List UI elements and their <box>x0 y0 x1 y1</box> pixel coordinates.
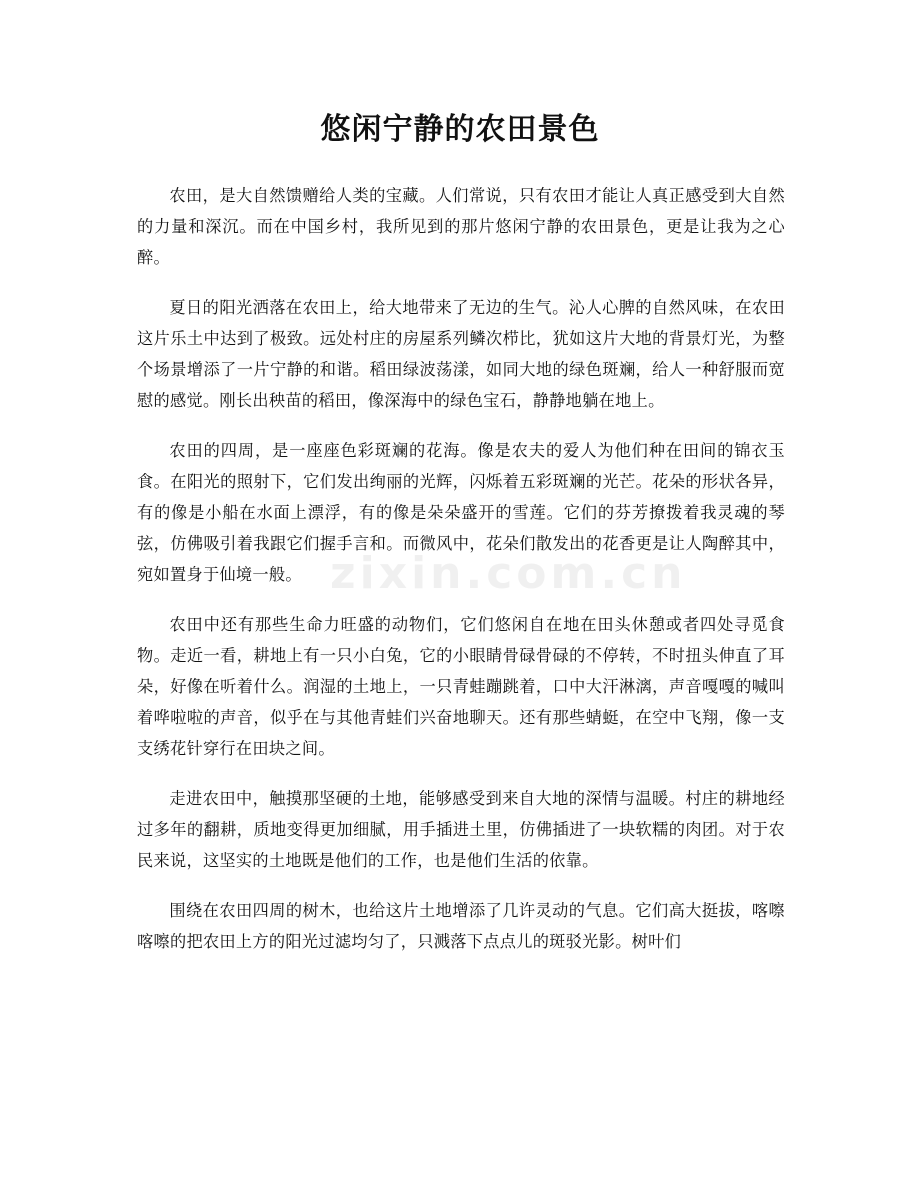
paragraph-6: 围绕在农田四周的树木，也给这片土地增添了几许灵动的气息。它们高大挺拔，喀嚓喀嚓的把农田上方的阳光过滤均匀了，只溅落下点点儿的斑驳光影。树叶们 <box>137 901 785 951</box>
paragraph-1: 农田，是大自然馈赠给人类的宝藏。人们常说，只有农田才能让人真正感受到大自然的力量和深沉。而在中国乡村，我所见到的那片悠闲宁静的农田景色，更是让我为之心醉。 <box>137 186 785 267</box>
watermark: zixin.com.cn <box>330 548 687 599</box>
paragraph-5: 走进农田中，触摸那坚硬的土地，能够感受到来自大地的深情与温暖。村庄的耕地经过多年的翻耕，质地变得更加细腻，用手插进土里，仿佛插进了一块软糯的肉团。对于农民来说，这坚实的土地既是他们的工作，也是他们生活的依靠。 <box>137 789 785 870</box>
paragraph-4: 农田中还有那些生命力旺盛的动物们，它们悠闲自在地在田头休憩或者四处寻觅食物。走近一看，耕地上有一只小白兔，它的小眼睛骨碌骨碌的不停转，不时扭头伸直了耳朵，好像在听着什么。润湿的土地上，一只青蛙蹦跳着，口中大汗淋漓，声音嘎嘎的喊叫着哗啦啦的声音，似乎在与其他青蛙们兴奋地聊天。还有那些蜻蜓，在空中飞翔，像一支支绣花针穿行在田块之间。 <box>137 615 785 758</box>
paragraph-3: 农田的四周，是一座座色彩斑斓的花海。像是农夫的爱人为他们种在田间的锦衣玉食。在阳光的照射下，它们发出绚丽的光辉，闪烁着五彩斑斓的光芒。花朵的形状各异，有的像是小船在水面上漂浮，有的像是朵朵盛开的雪莲。它们的芬芳撩拨着我灵魂的琴弦，仿佛吸引着我跟它们握手言和。而微风中，花朵们散发出的花香更是让人陶醉其中，宛如置身于仙境一般。 <box>137 441 785 584</box>
paragraph-2: 夏日的阳光洒落在农田上，给大地带来了无边的生气。沁人心脾的自然风味，在农田这片乐土中达到了极致。远处村庄的房屋系列鳞次栉比，犹如这片大地的背景灯光，为整个场景增添了一片宁静的和谐。稻田绿波荡漾，如同大地的绿色斑斓，给人一种舒服而宽慰的感觉。刚长出秧苗的稻田，像深海中的绿色宝石，静静地躺在地上。 <box>137 298 785 410</box>
document-title: 悠闲宁静的农田景色 <box>320 112 600 147</box>
document-body <box>137 180 785 976</box>
